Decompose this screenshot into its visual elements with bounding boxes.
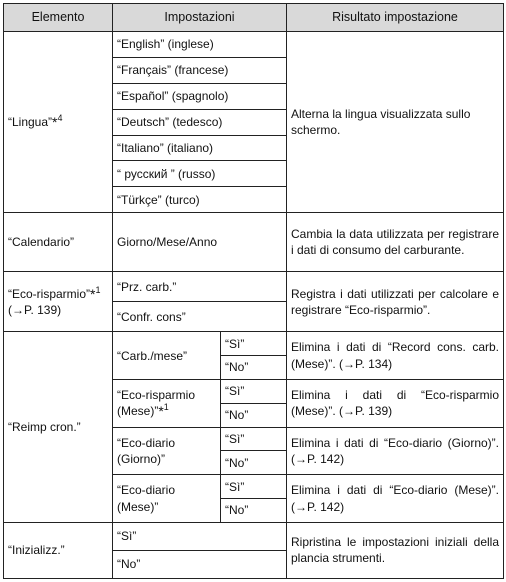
- reimp-group-result: Elimina i dati di “Record cons. carb. (Mese)”. (→P. 134): [287, 332, 504, 380]
- lingua-result: Alterna la lingua visualizzata sullo schermo.: [287, 31, 504, 212]
- reimp-label: “Reimp cron.”: [4, 332, 113, 523]
- lingua-option: “Italiano” (italiano): [113, 135, 287, 161]
- inizializz-label: “Inizializz.”: [4, 522, 113, 578]
- reimp-group-name: “Eco-diario (Giorno)”: [113, 427, 221, 475]
- header-settings: Impostazioni: [113, 4, 287, 32]
- lingua-label: “Lingua”: [8, 114, 53, 129]
- calendario-result: Cambia la data utilizzata per registrare i dati di consumo del carburante.: [287, 213, 504, 272]
- lingua-option: “Français” (francese): [113, 57, 287, 83]
- reimp-option-yes: “Sì”: [221, 332, 287, 356]
- eco-result: Registra i dati utilizzati per calcolare e registrare “Eco-risparmio”.: [287, 272, 504, 332]
- table-row: [4, 332, 504, 356]
- reimp-option-no: “No”: [221, 403, 287, 427]
- inizializz-result: Ripristina le impostazioni iniziali della plancia strumenti.: [287, 522, 504, 578]
- reimp-option-yes: “Sì”: [221, 379, 287, 403]
- header-element: Elemento: [4, 4, 113, 32]
- table-row: [4, 213, 504, 272]
- eco-page-ref: (→P. 139): [8, 302, 62, 317]
- settings-table: [3, 3, 504, 579]
- footnote-number: 1: [95, 284, 101, 295]
- eco-label-cell: [4, 272, 113, 332]
- reimp-option-no: “No”: [221, 451, 287, 475]
- reimp-group-name: “Eco-diario (Mese)”: [113, 475, 221, 523]
- header-result: Risultato impostazione: [287, 4, 504, 32]
- header-row: [4, 4, 504, 32]
- footnote-star-icon: *: [90, 285, 96, 302]
- reimp-option-no: “No”: [221, 356, 287, 380]
- lingua-option: “Español” (spagnolo): [113, 83, 287, 109]
- inizializz-option: “Sì”: [113, 522, 287, 550]
- lingua-option: “English” (inglese): [113, 31, 287, 57]
- calendario-setting: Giorno/Mese/Anno: [113, 213, 287, 272]
- reimp-option-yes: “Sì”: [221, 475, 287, 499]
- lingua-option: “Deutsch” (tedesco): [113, 109, 287, 135]
- inizializz-option: “No”: [113, 550, 287, 578]
- table-row: [4, 272, 504, 302]
- eco-label: “Eco-risparmio”: [8, 286, 91, 301]
- table-row: [4, 522, 504, 550]
- reimp-group-name: “Eco-risparmio (Mese)”: [117, 388, 196, 419]
- footnote-number: 1: [163, 402, 169, 413]
- eco-option: “Prz. carb.”: [113, 272, 287, 302]
- lingua-label-cell: [4, 31, 113, 212]
- reimp-group-name-cell: [113, 379, 221, 427]
- footnote-number: 4: [57, 112, 63, 123]
- eco-option: “Confr. cons”: [113, 302, 287, 332]
- reimp-option-yes: “Sì”: [221, 427, 287, 451]
- table-row: [4, 31, 504, 57]
- footnote-star-icon: *: [158, 403, 164, 420]
- reimp-group-result: Elimina i dati di “Eco-risparmio (Mese)”. (→P. 139): [287, 379, 504, 427]
- calendario-label: “Calendario”: [4, 213, 113, 272]
- reimp-group-name: “Carb./mese”: [113, 332, 221, 380]
- reimp-group-result: Elimina i dati di “Eco-diario (Giorno)”. (→P. 142): [287, 427, 504, 475]
- footnote-star-icon: *: [52, 113, 58, 130]
- lingua-option: “ русский ” (russo): [113, 161, 287, 187]
- lingua-option: “Türkçe” (turco): [113, 187, 287, 213]
- reimp-group-result: Elimina i dati di “Eco-diario (Mese)”. (→P. 142): [287, 475, 504, 523]
- reimp-option-no: “No”: [221, 499, 287, 523]
